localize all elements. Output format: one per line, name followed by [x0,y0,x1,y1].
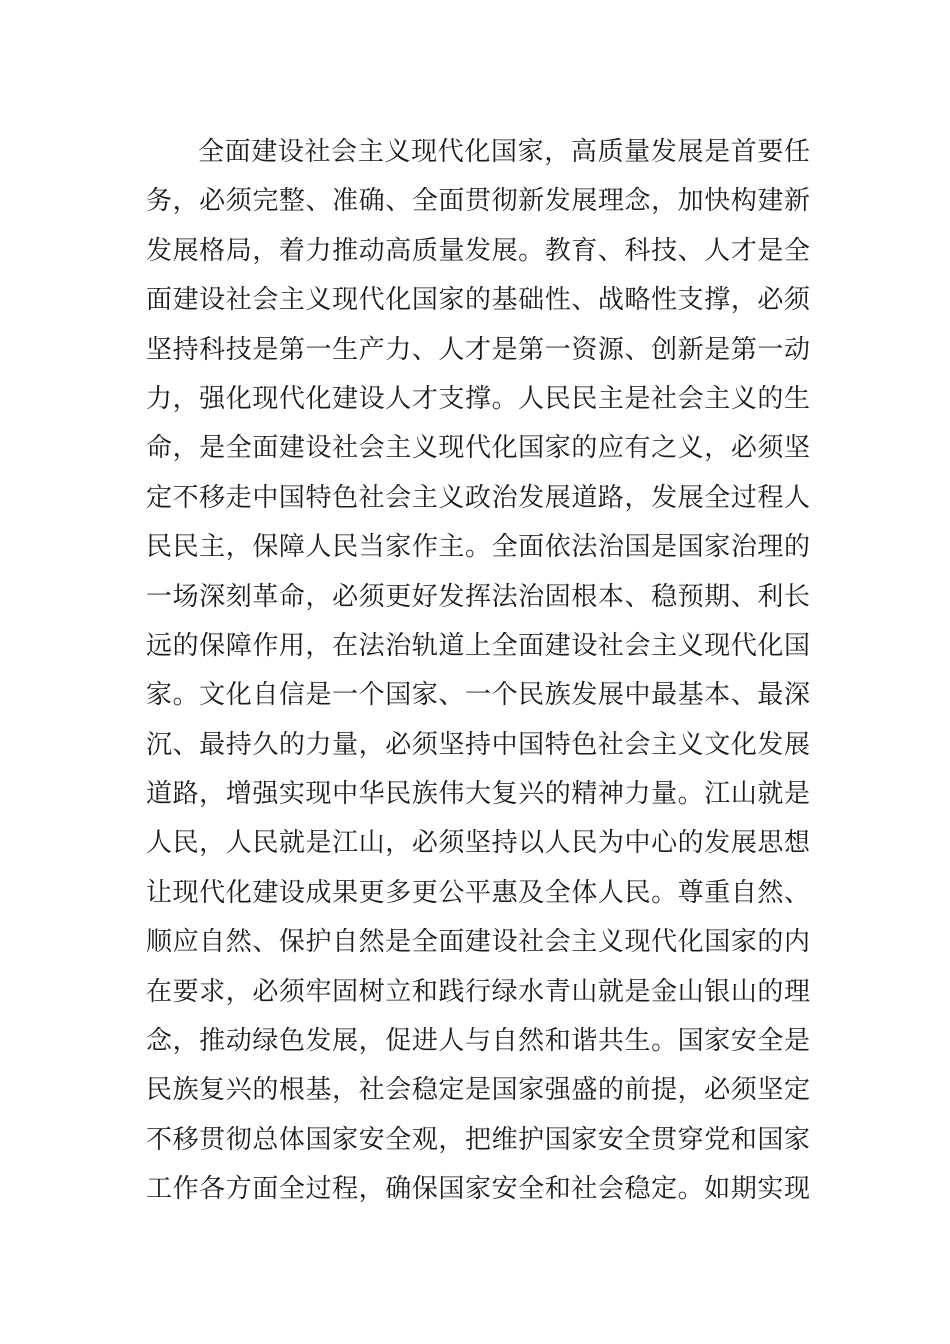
paragraph-line: 一场深刻革命，必须更好发挥法治固根本、稳预期、利长 [146,581,810,612]
paragraph-line: 在要求，必须牢固树立和践行绿水青山就是金山银山的理 [146,976,810,1007]
paragraph-line: 不移贯彻总体国家安全观，把维护国家安全贯穿党和国家 [146,1124,810,1155]
paragraph-line: 沉、最持久的力量，必须坚持中国特色社会主义文化发展 [146,729,810,760]
paragraph-line: 民民主，保障人民当家作主。全面依法治国是国家治理的 [146,532,810,563]
paragraph-line: 全面建设社会主义现代化国家，高质量发展是首要任 [198,137,810,167]
paragraph-line: 定不移走中国特色社会主义政治发展道路，发展全过程人 [146,482,810,513]
paragraph-line: 道路，增强实现中华民族伟大复兴的精神力量。江山就是 [146,779,810,810]
paragraph-line: 顺应自然、保护自然是全面建设社会主义现代化国家的内 [146,927,810,958]
paragraph-line: 念，推动绿色发展，促进人与自然和谐共生。国家安全是 [146,1026,810,1057]
paragraph-line: 人民，人民就是江山，必须坚持以人民为中心的发展思想 [146,828,810,859]
paragraph-line: 命，是全面建设社会主义现代化国家的应有之义，必须坚 [146,433,810,464]
paragraph-line: 家。文化自信是一个国家、一个民族发展中最基本、最深 [146,680,810,711]
paragraph-line: 让现代化建设成果更多更公平惠及全体人民。尊重自然、 [146,877,810,908]
paragraph-line: 坚持科技是第一生产力、人才是第一资源、创新是第一动 [146,334,810,365]
paragraph-line: 远的保障作用，在法治轨道上全面建设社会主义现代化国 [146,630,810,661]
paragraph-line: 力，强化现代化建设人才支撑。人民民主是社会主义的生 [146,383,810,414]
body-paragraph [146,128,810,1215]
paragraph-line: 民族复兴的根基，社会稳定是国家强盛的前提，必须坚定 [146,1075,810,1106]
paragraph-line: 工作各方面全过程，确保国家安全和社会稳定。如期实现 [146,1174,810,1205]
paragraph-line: 面建设社会主义现代化国家的基础性、战略性支撑，必须 [146,285,810,316]
paragraph-line: 务，必须完整、准确、全面贯彻新发展理念，加快构建新 [146,186,810,217]
paragraph-line: 发展格局，着力推动高质量发展。教育、科技、人才是全 [146,235,810,266]
